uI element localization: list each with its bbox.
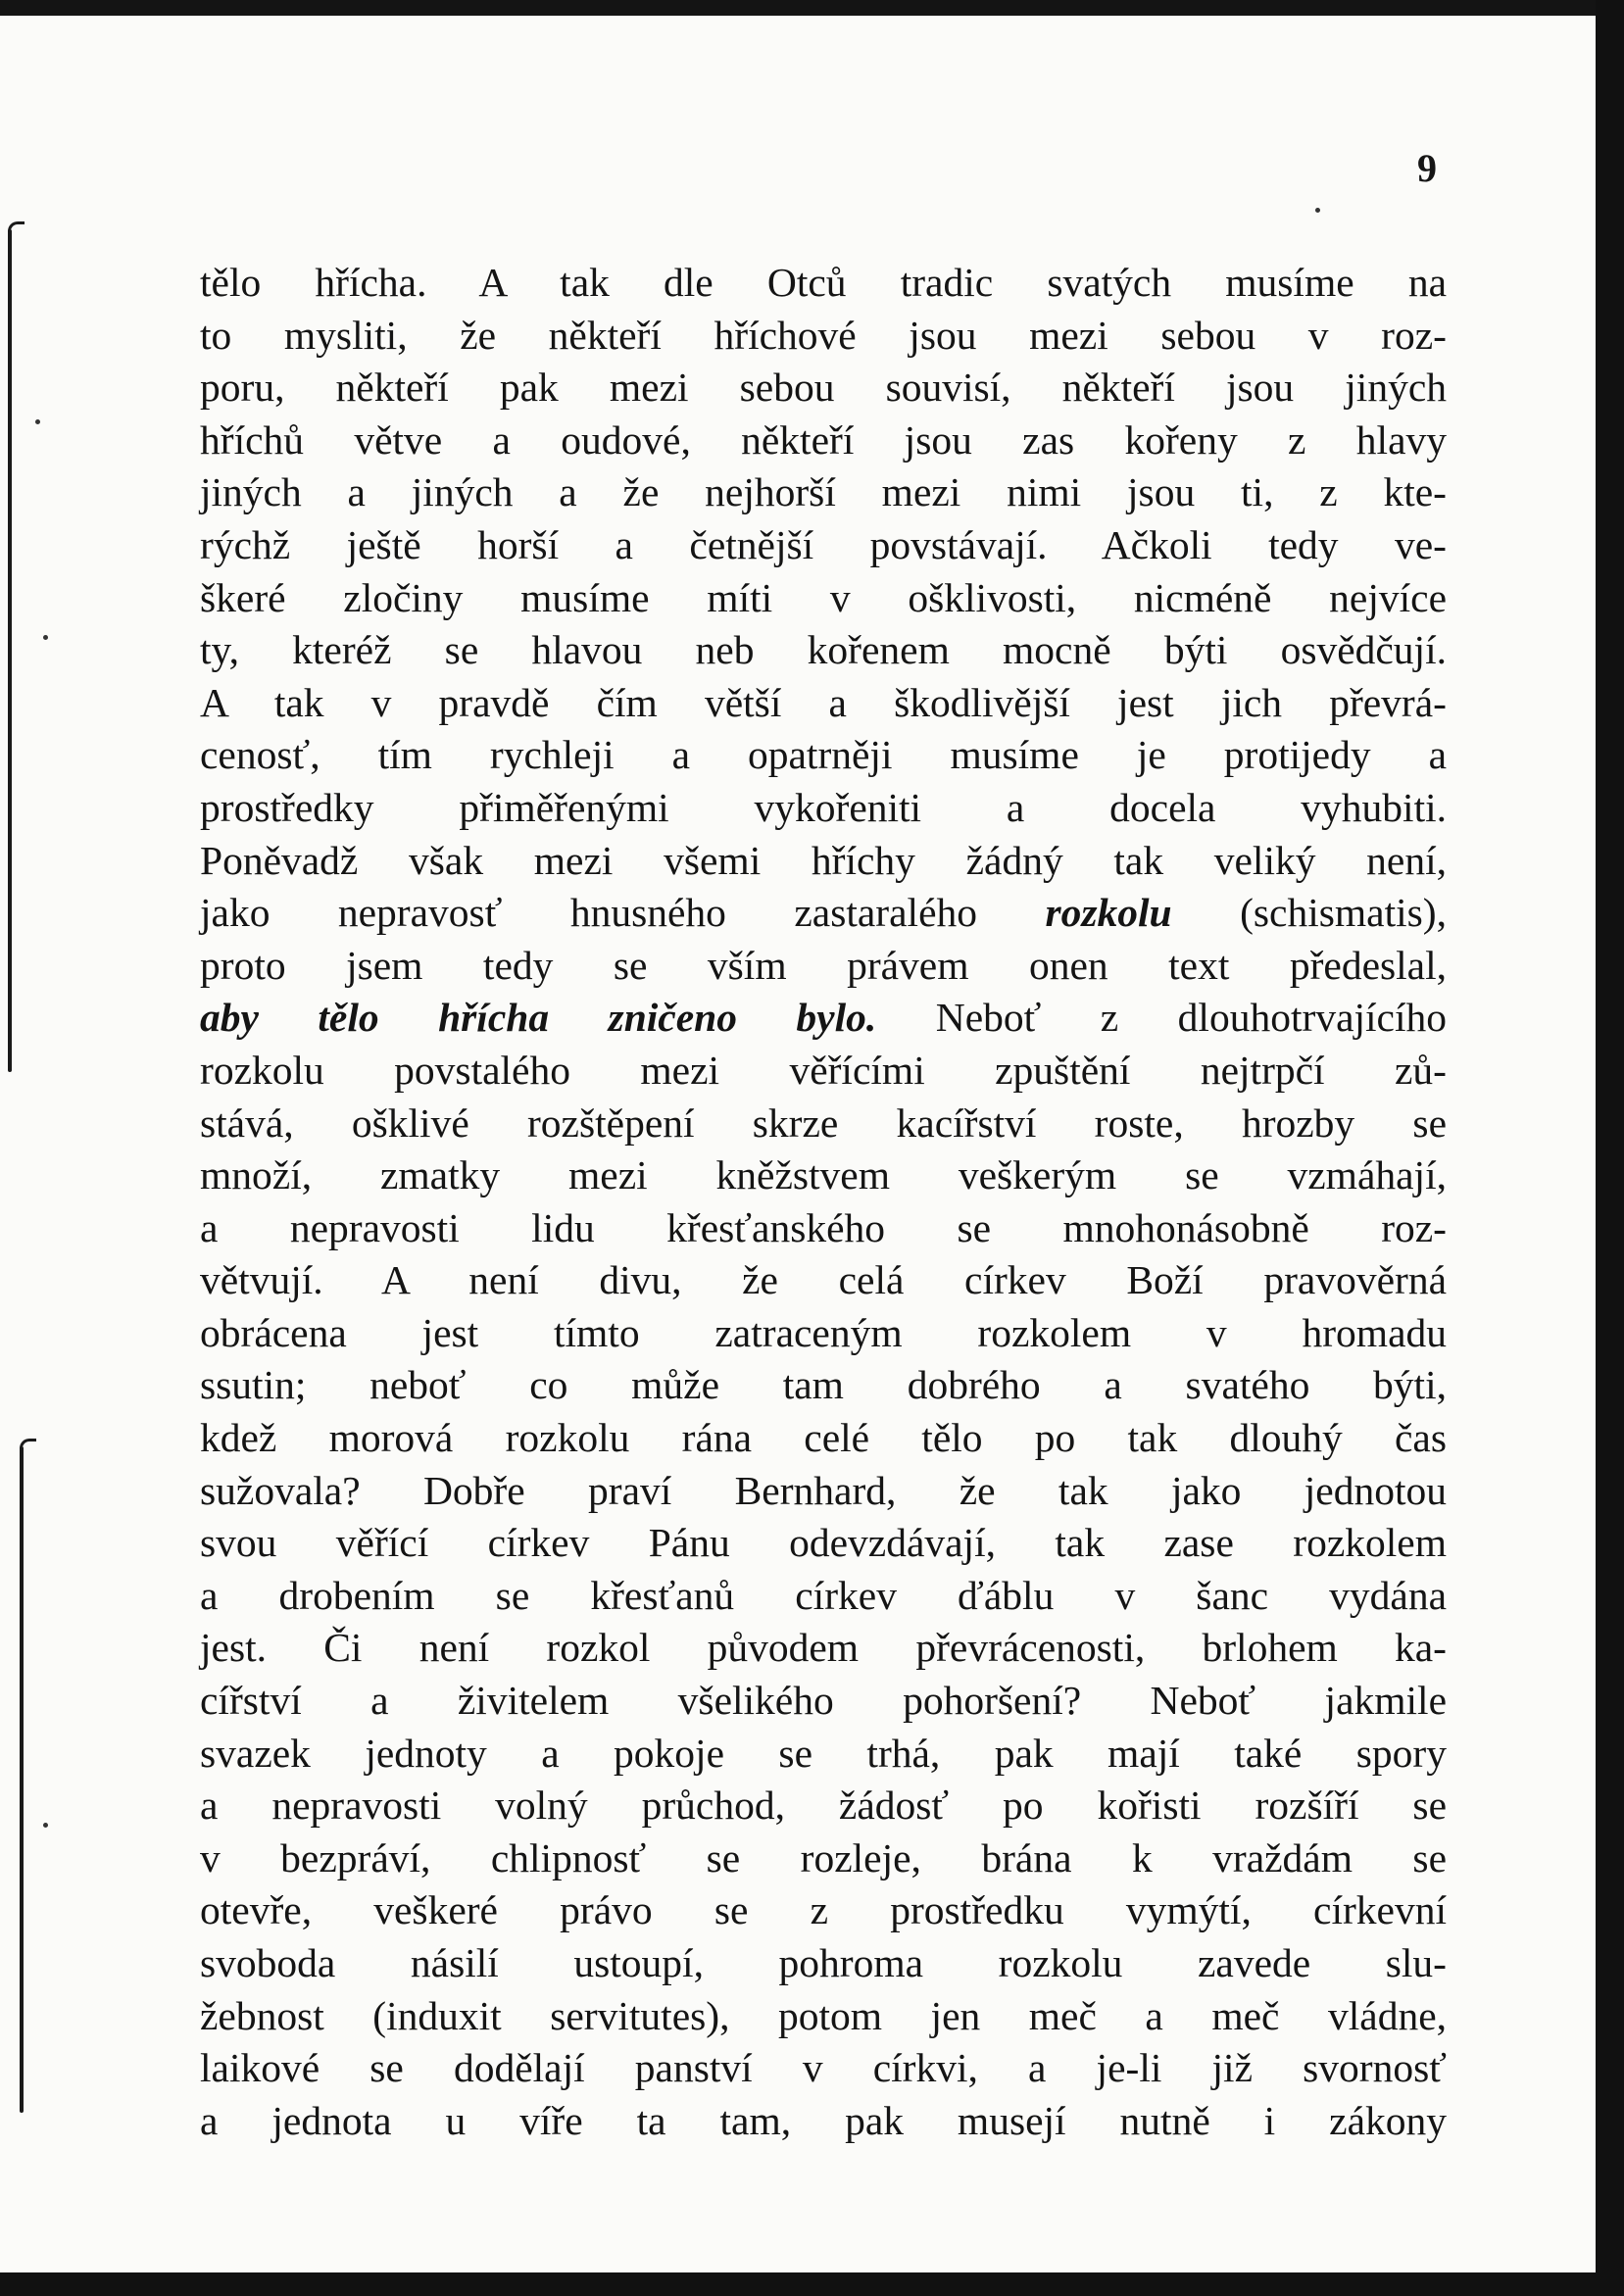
text-line <box>200 1098 1447 1150</box>
text-segment: větvují. A není divu, že celá církev Boží pravověrná <box>200 1257 1447 1303</box>
text-line <box>200 466 1447 519</box>
text-line <box>200 782 1447 835</box>
text-line <box>200 1149 1447 1202</box>
text-line <box>200 2042 1447 2095</box>
text-line <box>200 887 1447 940</box>
text-segment: rýchž ještě horší a četnější povstávají. Ačkoli tedy ve- <box>200 521 1447 567</box>
text-segment: svoboda násilí ustoupí, pohroma rozkolu zavede slu- <box>200 1940 1447 1985</box>
scan-border-top <box>0 0 1624 16</box>
text-segment: Neboť z dlouhotrvajícího <box>876 995 1447 1041</box>
text-line <box>200 1622 1447 1675</box>
text-segment: otevře, veškeré právo se z prostředku vymýtí, církevní <box>200 1887 1447 1933</box>
text-line <box>200 940 1447 993</box>
text-segment: škeré zločiny musíme míti v ošklivosti, nicméně nejvíce <box>200 574 1447 620</box>
text-segment: jest. Či není rozkol původem převrácenosti, brlohem ka- <box>200 1625 1447 1671</box>
text-segment: jako nepravosť hnusného zastaralého <box>200 890 1046 936</box>
text-segment: a drobením se křesťanů církev ďáblu v šanc vydána <box>200 1572 1447 1618</box>
binding-mark <box>20 1446 24 2113</box>
text-line <box>200 1045 1447 1098</box>
text-line <box>200 519 1447 572</box>
text-segment: (schismatis), <box>1171 890 1447 936</box>
text-line <box>200 1254 1447 1307</box>
text-line <box>200 1307 1447 1360</box>
text-segment: stává, ošklivé rozštěpení skrze kacířství roste, hrozby se <box>200 1099 1447 1146</box>
scan-speck <box>35 419 40 424</box>
text-line <box>200 362 1447 415</box>
text-segment: proto jsem tedy se vším právem onen text předeslal, <box>200 942 1447 988</box>
text-line <box>200 1359 1447 1412</box>
text-segment: laikové se dodělají panství v církvi, a je-li již svornosť <box>200 2045 1447 2091</box>
text-segment: A tak v pravdě čím větší a škodlivější jest jich převrá- <box>200 679 1447 725</box>
text-segment: svou věřící církev Pánu odevzdávají, tak zase rozkolem <box>200 1520 1447 1566</box>
text-line <box>200 257 1447 310</box>
scan-border-right <box>1596 0 1624 2296</box>
text-segment: cířství a živitelem všelikého pohoršení? Neboť jakmile <box>200 1678 1447 1724</box>
text-segment: tělo hřícha. A tak dle Otců tradic svatých musíme na <box>200 260 1447 305</box>
text-line <box>200 1517 1447 1570</box>
text-line <box>200 1570 1447 1623</box>
italic-phrase: rozkolu <box>1045 890 1172 936</box>
text-segment: a nepravosti lidu křesťanského se mnohonásobně roz- <box>200 1204 1447 1250</box>
text-segment: ty, kteréž se hlavou neb kořenem mocně býti osvědčují. <box>200 627 1447 673</box>
text-segment: množí, zmatky mezi kněžstvem veškerým se vzmáhají, <box>200 1152 1447 1198</box>
text-line <box>200 835 1447 888</box>
text-line <box>200 1832 1447 1885</box>
text-line <box>200 415 1447 467</box>
text-line <box>200 1412 1447 1465</box>
text-segment: to mysliti, že někteří hříchové jsou mezi sebou v roz- <box>200 312 1447 358</box>
text-segment: a nepravosti volný průchod, žádosť po kořisti rozšíří se <box>200 1783 1447 1829</box>
text-line <box>200 1937 1447 1990</box>
text-line <box>200 572 1447 625</box>
text-line <box>200 1465 1447 1518</box>
binding-mark <box>8 229 12 1072</box>
text-segment: v bezpráví, chlipnosť se rozleje, brána k vraždám se <box>200 1834 1447 1881</box>
scan-speck <box>43 635 48 640</box>
text-segment: žebnost (induxit servitutes), potom jen meč a meč vládne, <box>200 1992 1447 2038</box>
text-line <box>200 310 1447 363</box>
text-segment: obrácena jest tímto zatraceným rozkolem v hromadu <box>200 1309 1447 1355</box>
text-segment: hříchů větve a oudové, někteří jsou zas kořeny z hlavy <box>200 416 1447 463</box>
text-segment: ssutin; neboť co může tam dobrého a svatého býti, <box>200 1362 1447 1408</box>
text-segment: Poněvadž však mezi všemi hříchy žádný tak veliký není, <box>200 837 1447 883</box>
text-segment: prostředky přiměřenými vykořeniti a docela vyhubiti. <box>200 784 1447 830</box>
text-line <box>200 1675 1447 1728</box>
scan-speck <box>1315 208 1320 213</box>
text-line <box>200 677 1447 730</box>
italic-phrase: aby tělo hřícha zničeno bylo. <box>200 995 877 1041</box>
page-number: 9 <box>1417 146 1437 190</box>
text-line <box>200 992 1447 1045</box>
text-segment: a jednota u víře ta tam, pak musejí nutně i zákony <box>200 2097 1447 2143</box>
text-segment: jiných a jiných a že nejhorší mezi nimi jsou ti, z kte- <box>200 469 1447 515</box>
text-line <box>200 624 1447 677</box>
book-page <box>0 16 1596 2272</box>
text-line <box>200 1728 1447 1781</box>
text-segment: svazek jednoty a pokoje se trhá, pak mají také spory <box>200 1730 1447 1776</box>
text-segment: kdež morová rozkolu rána celé tělo po tak dlouhý čas <box>200 1415 1447 1461</box>
scan-speck <box>43 1823 48 1828</box>
text-line <box>200 1990 1447 2043</box>
body-text <box>200 257 1447 2147</box>
text-segment: rozkolu povstalého mezi věřícími zpuštění nejtrpčí zů- <box>200 1047 1447 1093</box>
text-line <box>200 1884 1447 1937</box>
text-segment: cenosť, tím rychleji a opatrněji musíme je protijedy a <box>200 732 1447 778</box>
text-line <box>200 1780 1447 1832</box>
text-line <box>200 729 1447 782</box>
text-segment: sužovala? Dobře praví Bernhard, že tak jako jednotou <box>200 1467 1447 1513</box>
text-line <box>200 2095 1447 2148</box>
text-line <box>200 1202 1447 1255</box>
text-segment: poru, někteří pak mezi sebou souvisí, někteří jsou jiných <box>200 365 1447 411</box>
scan-border-bottom <box>0 2272 1624 2296</box>
